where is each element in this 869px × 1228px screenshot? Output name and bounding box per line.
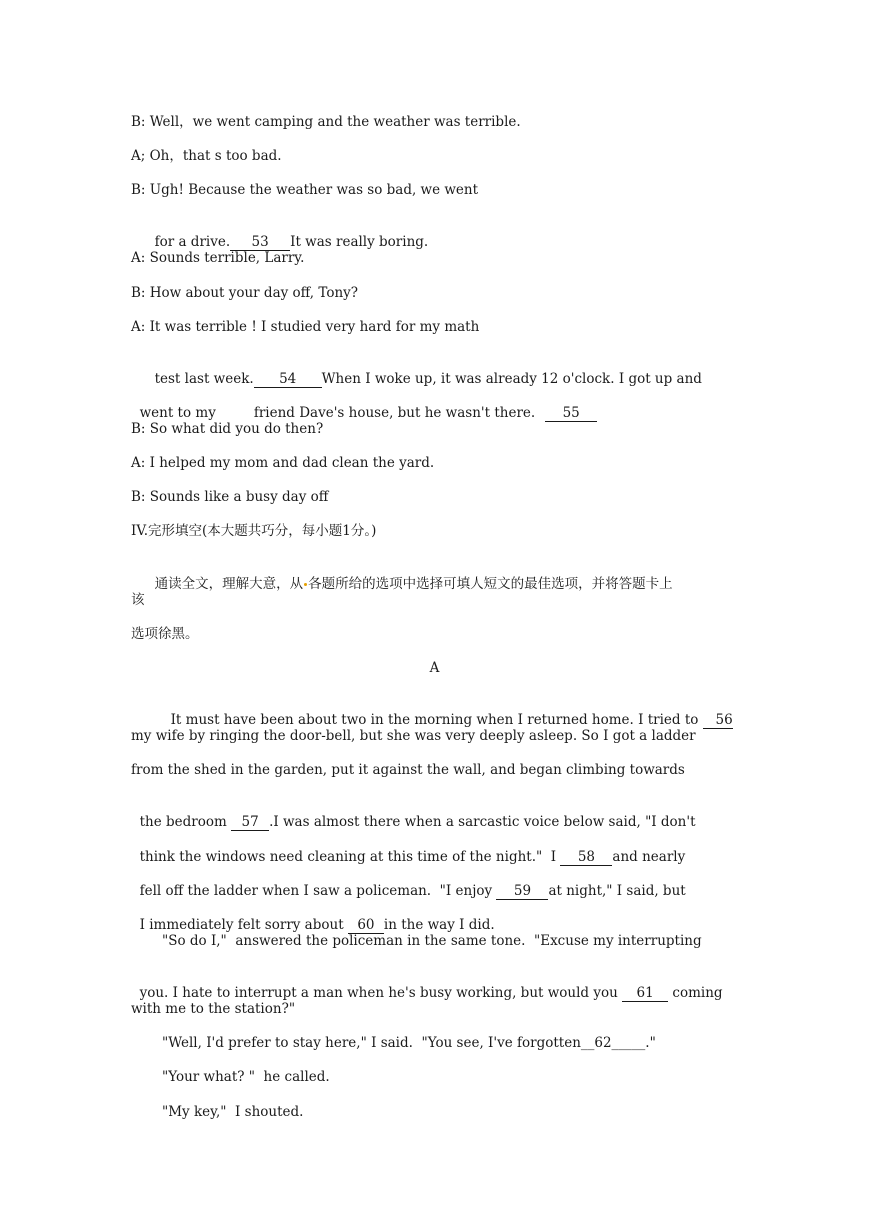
- dialogue-line: A: I helped my mom and dad clean the yard.: [131, 455, 435, 471]
- passage-line: "So do I," answered the policeman in the same tone. "Excuse my interrupting: [162, 933, 702, 949]
- line-text: I immediately felt sorry about: [139, 917, 344, 933]
- dialogue-line: B: How about your day off, Tony?: [131, 285, 359, 301]
- passage-line: [131, 898, 495, 934]
- blank-55: 55: [545, 405, 597, 422]
- dialogue-line: [131, 386, 597, 422]
- line-text: friend Dave's house, but he wasn't there.: [253, 405, 536, 421]
- passage-line: [162, 693, 733, 729]
- line-text: in the way I did.: [383, 917, 495, 933]
- dialogue-line: [146, 215, 428, 251]
- line-text: went to my: [139, 405, 216, 421]
- line-text: the bedroom: [139, 814, 227, 830]
- dialogue-line: B: Ugh! Because the weather was so bad, we went: [131, 182, 479, 198]
- dialogue-line: A; Oh，that s too bad.: [131, 148, 282, 164]
- section-heading: IV.完形填空(本大题共巧分，每小题1分。): [131, 523, 377, 539]
- marker-dot-icon: [304, 583, 307, 586]
- instruction-part: 各题所给的选项中选择可填人短文的最佳选项，并将答题卡上: [308, 576, 673, 592]
- passage-line: "Your what? " he called.: [162, 1069, 330, 1085]
- dialogue-line: B: Sounds like a busy day off: [131, 489, 329, 505]
- passage-line: [131, 830, 685, 866]
- passage-line: "My key," I shouted.: [162, 1104, 304, 1120]
- blank-57: 57: [231, 814, 269, 831]
- blank-53: 53: [230, 234, 290, 251]
- line-text: at night," I said, but: [548, 883, 686, 899]
- passage-line: with me to the station?": [131, 1001, 296, 1017]
- passage-line: [131, 864, 686, 900]
- line-text: It was really boring.: [290, 234, 429, 250]
- passage-line: from the shed in the garden, put it against the wall, and began climbing towards: [131, 762, 685, 778]
- dialogue-line: A: Sounds terrible, Larry.: [131, 250, 305, 266]
- blank-60: 60: [348, 917, 384, 934]
- instruction-text: 选项徐黑。: [131, 626, 199, 642]
- line-text: fell off the ladder when I saw a policeman. "I enjoy: [139, 883, 493, 899]
- dialogue-line: [146, 352, 702, 388]
- line-text: and nearly: [612, 849, 686, 865]
- dialogue-line: B: Well，we went camping and the weather was terrible.: [131, 114, 521, 130]
- passage-line: [131, 795, 696, 831]
- dialogue-line: B: So what did you do then?: [131, 421, 324, 437]
- line-text: coming: [672, 985, 723, 1001]
- line-text: for a drive.: [154, 234, 231, 250]
- passage-line: "Well, I'd prefer to stay here," I said. "You see, I've forgotten__62_____.": [162, 1035, 656, 1051]
- line-text: .I was almost there when a sarcastic voice below said, "I don't: [269, 814, 696, 830]
- instruction-part: 通读全文，理解大意，从: [154, 576, 304, 592]
- instruction-text: 该: [131, 592, 145, 608]
- passage-line: [131, 966, 723, 1002]
- line-text: test last week.: [154, 371, 254, 387]
- blank-61: 61: [622, 985, 668, 1002]
- passage-line: my wife by ringing the door-bell, but she was very deeply asleep. So I got a ladder: [131, 728, 696, 744]
- blank-59: 59: [496, 883, 548, 900]
- blank-54: 54: [254, 371, 322, 388]
- line-text: think the windows need cleaning at this time of the night." I: [139, 849, 557, 865]
- line-text: you. I hate to interrupt a man when he's busy working, but would you: [139, 985, 618, 1001]
- blank-56: 56: [703, 712, 733, 729]
- blank-58: 58: [560, 849, 612, 866]
- dialogue-line: A: It was terrible ! I studied very hard for my math: [131, 319, 480, 335]
- passage-label: A: [429, 660, 440, 676]
- instruction-text: [146, 557, 673, 593]
- line-text: When I woke up, it was already 12 o'clock. I got up and: [321, 371, 702, 387]
- line-text: It must have been about two in the morning when I returned home. I tried to: [170, 712, 699, 728]
